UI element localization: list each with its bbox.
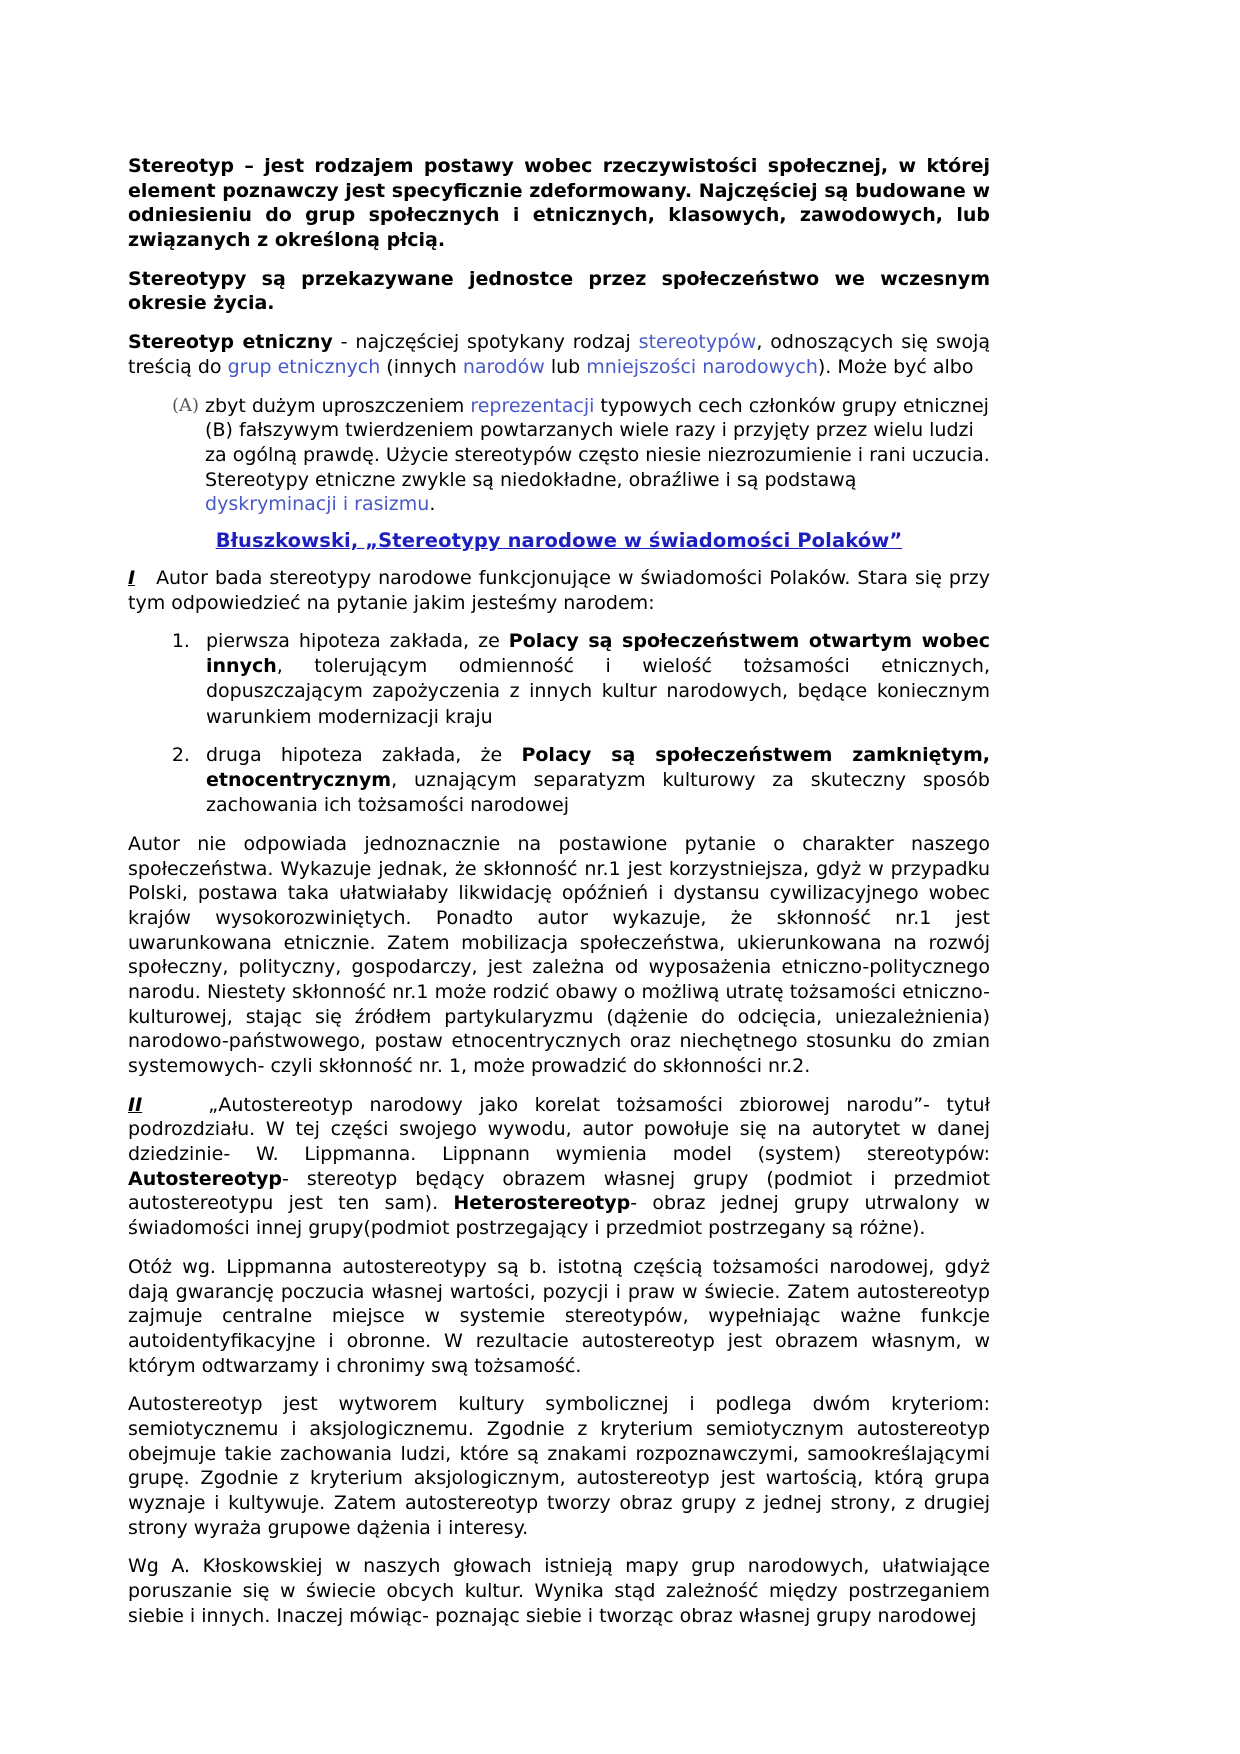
paragraph-transmission: Stereotypy są przekazywane jednostce przez społeczeństwo we wczesnym okresie życia. — [128, 267, 990, 315]
term-heterostereotyp: Heterostereotyp — [453, 1192, 631, 1215]
text-segment: - obraz jednej grupy utrwalony w świadomości innej grupy(podmiot postrzegający i przedmiot postrzegany są różne). — [128, 1192, 990, 1240]
link-reprezentacji[interactable]: reprezentacji — [470, 394, 595, 417]
option-a-row — [172, 394, 990, 517]
link-dyskryminacji[interactable]: dyskryminacji — [205, 493, 337, 516]
text-segment: ). Może być albo — [817, 355, 974, 378]
paragraph-definition: Stereotyp – jest rodzajem postawy wobec rzeczywistości społecznej, w której element poznawczy jest specyficznie zdeformowany. Najczęściej są budowane w odniesieniu do grup społecznych i etnicznych, klasowych, zawodowych, lub związanych z określoną płcią. — [128, 155, 990, 252]
link-mniejszosci-narodowych[interactable]: mniejszości narodowych — [586, 355, 818, 378]
text-segment: lub — [544, 355, 587, 378]
hypothesis-two-bold: Polacy są społeczeństwem zamkniętym, etnocentrycznym — [206, 743, 991, 791]
section-heading-link[interactable]: Błuszkowski, „Stereotypy narodowe w świadomości Polaków” — [215, 528, 903, 552]
text-segment: (innych — [380, 355, 463, 378]
text-segment: „Autostereotyp narodowy jako korelat tożsamości zbiorowej narodu”- tytuł podrozdziału. W tej części swojego wywodu, autor powołuje się na autorytet w danej dziedzinie- W. Lippmanna. Lippnann wymienia model (system) stereotypów: — [128, 1093, 990, 1166]
text-segment: druga hipoteza zakłada, że — [206, 743, 522, 766]
text-segment: pierwsza hipoteza zakłada, ze — [206, 630, 509, 653]
section-marker-one: I — [128, 566, 136, 589]
paragraph-section-two — [128, 1093, 990, 1241]
paragraph-kloskowska: Wg A. Kłoskowskiej w naszych głowach istnieją mapy grup narodowych, ułatwiające poruszanie się w świecie obcych kultur. Wynika stąd zależność między postrzeganiem siebie i innych. Inaczej mówiąc- poznając siebie i tworząc obraz własnej grupy narodowej — [128, 1555, 990, 1627]
link-grup-etnicznych[interactable]: grup etnicznych — [227, 355, 381, 378]
text-segment: . — [429, 493, 436, 516]
paragraph-section-one — [128, 566, 990, 615]
text-segment: - stereotyp będący obrazem własnej grupy (podmiot i przedmiot autostereotypu jest ten sam). — [128, 1167, 990, 1215]
text-segment: , uznającym separatyzm kulturowy za skuteczny sposób zachowania ich tożsamości narodowej — [206, 768, 990, 816]
text-segment: , tolerującym odmienność i wielość tożsamości etnicznych, dopuszczającym zapożyczenia z innych kultur narodowych, będące koniecznym warunkiem modernizacji kraju — [206, 655, 990, 728]
term-ethnic-stereotype: Stereotyp etniczny — [128, 331, 333, 354]
paragraph-author-analysis: Autor nie odpowiada jednoznacznie na postawione pytanie o charakter naszego społeczeństwa. Wykazuje jednak, że skłonność nr.1 jest korzystniejsza, gdyż w przypadku Polski, postawa taka ułatwiałaby likwidację opóźnień i dystansu cywilizacyjnego wobec krajów wysokorozwiniętych. Ponadto autor wykazuje, że skłonność nr.1 jest uwarunkowana etnicznie. Zatem mobilizacja społeczeństwa, ukierunkowana na rozwój społeczny, polityczny, gospodarczy, jest zależna od wyposażenia etniczno-politycznego narodu. Niestety skłonność nr.1 może rodzić obawy o możliwą utratę tożsamości etniczno-kulturowej, stając się źródłem partykularyzmu (dążenie do odcięcia, uniezależnienia) narodowo-państwowego, postaw etnocentrycznych oraz niechętnego stosunku do zmian systemowych- czyli skłonność nr. 1, może prowadzić do skłonności nr.2. — [128, 832, 990, 1078]
option-a-label: (A) — [172, 394, 200, 416]
text-segment: typowych cech członków grupy etnicznej (B) fałszywym twierdzeniem powtarzanych wiele razy i przyjęty przez wielu ludzi za ogólną prawdę. Użycie stereotypów często niesie niezrozumienie i rani uczucia. Stereotypy etniczne zwykle są niedokładne, obraźliwe i są podstawą — [205, 394, 990, 491]
paragraph-criteria: Autostereotyp jest wytworem kultury symbolicznej i podlega dwóm kryteriom: semiotycznemu i aksjologicznemu. Zgodnie z kryterium semiotycznym autostereotyp obejmuje takie zachowania ludzi, które są znakami rozpoznawczymi, samookreślającymi grupę. Zgodnie z kryterium aksjologicznym, autostereotyp jest wartością, którą grupa wyznaje i kultywuje. Zatem autostereotyp tworzy obraz grupy z jednej strony, z drugiej strony wyraża grupowe dążenia i interesy. — [128, 1393, 990, 1539]
list-item — [196, 629, 990, 729]
list-item — [196, 743, 990, 818]
term-autostereotyp: Autostereotyp — [128, 1167, 283, 1190]
hypothesis-one-bold: Polacy są społeczeństwem otwartym wobec innych — [206, 630, 990, 678]
document-content — [128, 138, 990, 1628]
option-a-text — [205, 394, 990, 517]
hypotheses-list — [128, 629, 990, 818]
link-stereotypow[interactable]: stereotypów — [638, 331, 757, 354]
paragraph-lippmann: Otóż wg. Lippmanna autostereotypy są b. istotną częścią tożsamości narodowej, gdyż dają gwarancję poczucia własnej wartości, pozycji i praw w świecie. Zatem autostereotyp zajmuje centralne miejsce w systemie stereotypów, wypełniając ważne funkcje autoidentyfikacyjne i obronne. W rezultacie autostereotyp jest obrazem własnym, w którym odtwarzamy i chronimy swą tożsamość. — [128, 1255, 990, 1377]
text-segment: zbyt dużym uproszczeniem — [205, 394, 471, 417]
link-i-rasizmu[interactable]: i rasizmu — [342, 493, 430, 516]
text-segment: - najczęściej spotykany rodzaj — [332, 331, 639, 354]
link-narodow[interactable]: narodów — [462, 355, 545, 378]
section-marker-two: II — [128, 1093, 143, 1116]
text-segment: , odnoszących się swoją treścią do — [128, 331, 990, 378]
paragraph-ethnic-stereotype — [128, 330, 990, 379]
section-one-text: Autor bada stereotypy narodowe funkcjonujące w świadomości Polaków. Stara się przy tym odpowiedzieć na pytanie jakim jesteśmy narodem: — [128, 566, 990, 614]
ab-options-block — [128, 394, 990, 517]
